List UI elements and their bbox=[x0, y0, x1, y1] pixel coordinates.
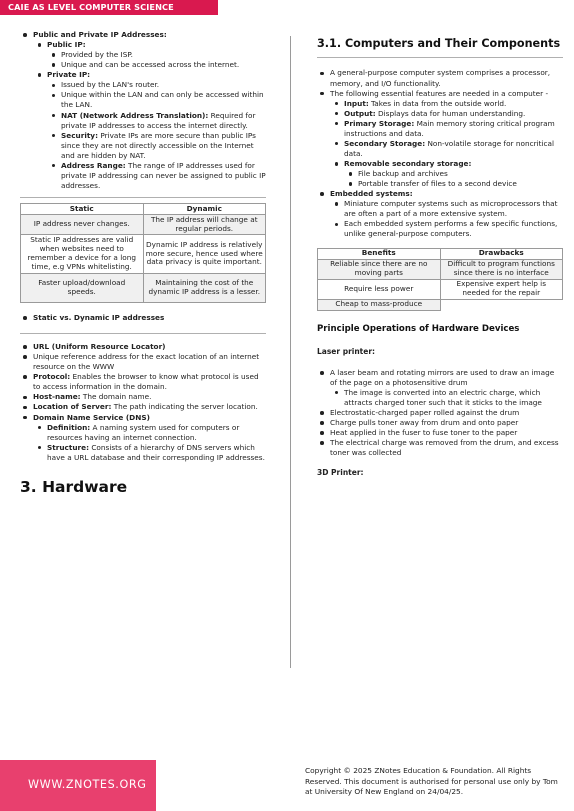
dns-heading: Domain Name Service (DNS) bbox=[33, 412, 150, 422]
url-list bbox=[20, 342, 266, 463]
components-list bbox=[317, 68, 563, 239]
list-item: The electrical charge was removed from the drum, and excess toner was collected bbox=[317, 438, 563, 458]
list-item bbox=[317, 89, 563, 190]
table-cell: Difficult to program functions since there is no interface bbox=[440, 259, 563, 279]
list-item bbox=[333, 109, 563, 119]
feature-term: Primary Storage: bbox=[344, 118, 415, 128]
table-row bbox=[21, 274, 266, 303]
column-divider bbox=[290, 36, 291, 668]
section-title: 3.1. Computers and Their Components bbox=[317, 37, 561, 50]
list-item: Miniature computer systems such as microprocessors that are often a part of a more extensive system. bbox=[333, 199, 563, 219]
feature-text: Takes in data from the outside world. bbox=[368, 98, 507, 108]
list-item bbox=[20, 392, 266, 402]
table-row bbox=[318, 299, 563, 310]
public-ip-item bbox=[36, 40, 266, 70]
embedded-heading: Embedded systems: bbox=[330, 189, 413, 199]
right-column bbox=[317, 30, 563, 479]
feature-term: Input: bbox=[344, 98, 369, 108]
table-cell: Maintaining the cost of the dynamic IP address is a lesser. bbox=[143, 274, 266, 303]
address-range-text: The range of IP addresses used for private IP addressing can never be assigned to public IP addresses. bbox=[61, 160, 266, 190]
list-item bbox=[333, 159, 563, 189]
address-range-term: Address Range: bbox=[61, 160, 126, 170]
table-cell: IP address never changes. bbox=[21, 215, 144, 235]
security-text: Private IPs are more secure than public IPs since they are not directly accessible on the Internet and are hidden by NAT. bbox=[61, 130, 256, 160]
left-column bbox=[20, 30, 266, 498]
ip-heading: Public and Private IP Addresses: bbox=[33, 30, 167, 39]
table-header: Static bbox=[21, 204, 144, 215]
feature-text: Non-volatile storage for noncritical data. bbox=[344, 138, 555, 158]
table-header: Benefits bbox=[318, 248, 441, 259]
static-vs-dynamic-label: Static vs. Dynamic IP addresses bbox=[33, 313, 165, 322]
location-term: Location of Server: bbox=[33, 402, 112, 412]
footer-brand[interactable] bbox=[0, 760, 156, 811]
hostname-text: The domain name. bbox=[80, 392, 152, 402]
list-item: A general-purpose computer system comprises a processor, memory, and I/O functionality. bbox=[317, 68, 563, 88]
benefits-drawbacks-table bbox=[317, 248, 563, 311]
list-item bbox=[333, 119, 563, 139]
table-cell: Cheap to mass-produce bbox=[318, 299, 441, 310]
list-item bbox=[333, 99, 563, 109]
list-item bbox=[20, 342, 266, 352]
list-item bbox=[20, 313, 266, 323]
static-dynamic-table bbox=[20, 203, 266, 303]
list-item: Electrostatic-charged paper rolled against the drum bbox=[317, 408, 563, 418]
3d-printer-heading: 3D Printer: bbox=[317, 468, 364, 478]
document-title: CAIE AS LEVEL COMPUTER SCIENCE bbox=[8, 2, 174, 12]
list-item bbox=[36, 423, 266, 443]
list-item: Charge pulls toner away from drum and onto paper bbox=[317, 418, 563, 428]
list-item: Unique within the LAN and can only be accessed within the LAN. bbox=[50, 90, 266, 110]
structure-text: Consists of a hierarchy of DNS servers which have a URL database and their corresponding IP addresses. bbox=[47, 442, 265, 462]
table-cell: Faster upload/download speeds. bbox=[21, 274, 144, 303]
brand-link[interactable]: WWW.ZNOTES.ORG bbox=[28, 778, 147, 791]
private-ip-label: Private IP: bbox=[47, 70, 91, 80]
list-item: Unique and can be accessed across the internet. bbox=[50, 60, 266, 70]
table-cell: Static IP addresses are valid when websites need to remember a device for a long time, e.g VPNs whitelisting. bbox=[21, 235, 144, 274]
url-heading: URL (Uniform Resource Locator) bbox=[33, 342, 166, 352]
list-item bbox=[317, 368, 563, 408]
structure-term: Structure: bbox=[47, 442, 90, 452]
laser-printer-heading: Laser printer: bbox=[317, 347, 376, 357]
list-item bbox=[20, 402, 266, 412]
document-header bbox=[0, 0, 218, 15]
location-text: The path indicating the server location. bbox=[111, 402, 258, 412]
list-item bbox=[317, 189, 563, 239]
laser-list bbox=[317, 368, 563, 459]
nat-term: NAT (Network Address Translation): bbox=[61, 110, 209, 120]
list-item: Issued by the LAN's router. bbox=[50, 80, 266, 90]
table-cell: The IP address will change at regular periods. bbox=[143, 215, 266, 235]
list-item bbox=[36, 443, 266, 463]
list-item: Heat applied in the fuser to fuse toner to the paper bbox=[317, 428, 563, 438]
public-ip-label: Public IP: bbox=[47, 40, 86, 50]
protocol-text: Enables the browser to know what protocol is used to access information in the domain. bbox=[33, 372, 259, 392]
private-ip-item bbox=[36, 70, 266, 191]
hostname-term: Host-name: bbox=[33, 392, 81, 402]
feature-term: Secondary Storage: bbox=[344, 138, 426, 148]
protocol-term: Protocol: bbox=[33, 372, 71, 382]
table-header: Drawbacks bbox=[440, 248, 563, 259]
definition-term: Definition: bbox=[47, 422, 91, 432]
table-row bbox=[21, 235, 266, 274]
ip-list bbox=[20, 30, 266, 191]
list-item: Unique reference address for the exact location of an internet resource on the WWW bbox=[20, 352, 266, 372]
section-divider bbox=[317, 57, 563, 58]
list-item: The image is converted into an electric charge, which attracts charged toner such that it sticks to the image bbox=[333, 388, 563, 408]
list-item: File backup and archives bbox=[347, 169, 563, 179]
table-row bbox=[318, 259, 563, 279]
list-item bbox=[50, 111, 266, 131]
intro-text: The following essential features are needed in a computer - bbox=[330, 88, 549, 98]
list-item bbox=[50, 161, 266, 191]
laser-step-text: A laser beam and rotating mirrors are used to draw an image of the page on a photosensitive drum bbox=[330, 367, 555, 387]
list-item: Portable transfer of files to a second device bbox=[347, 179, 563, 189]
table-cell: Reliable since there are no moving parts bbox=[318, 259, 441, 279]
nat-text: Required for private IP addresses to access the internet directly. bbox=[61, 110, 256, 130]
table-cell-empty bbox=[440, 299, 563, 310]
list-item bbox=[50, 131, 266, 161]
table-row bbox=[318, 279, 563, 299]
feature-term: Output: bbox=[344, 108, 376, 118]
list-item bbox=[333, 139, 563, 159]
section-divider bbox=[20, 197, 266, 198]
copyright-notice: Copyright © 2025 ZNotes Education & Foundation. All Rights Reserved. This document is authorised for personal use only by Tom at University Of New England on 24/04/25. bbox=[305, 766, 558, 797]
removable-heading: Removable secondary storage: bbox=[344, 159, 472, 169]
list-item: Provided by the ISP. bbox=[50, 50, 266, 60]
table-cell: Dynamic IP address is relatively more secure, hence used where data privacy is quite important. bbox=[143, 235, 266, 274]
principle-heading: Principle Operations of Hardware Devices bbox=[317, 323, 520, 334]
hardware-heading: 3. Hardware bbox=[20, 477, 128, 496]
ip-section bbox=[20, 30, 266, 191]
list-item bbox=[20, 372, 266, 392]
table-cell: Expensive expert help is needed for the repair bbox=[440, 279, 563, 299]
table-cell: Require less power bbox=[318, 279, 441, 299]
definition-text: A naming system used for computers or resources having an internet connection. bbox=[47, 422, 240, 442]
security-term: Security: bbox=[61, 130, 98, 140]
table-row bbox=[21, 215, 266, 235]
table-header: Dynamic bbox=[143, 204, 266, 215]
list-item: Each embedded system performs a few specific functions, unlike general-purpose computers. bbox=[333, 219, 563, 239]
feature-text: Main memory storing critical program instructions and data. bbox=[344, 118, 555, 138]
list-item bbox=[20, 413, 266, 463]
feature-text: Displays data for human understanding. bbox=[375, 108, 526, 118]
section-divider bbox=[20, 333, 266, 334]
